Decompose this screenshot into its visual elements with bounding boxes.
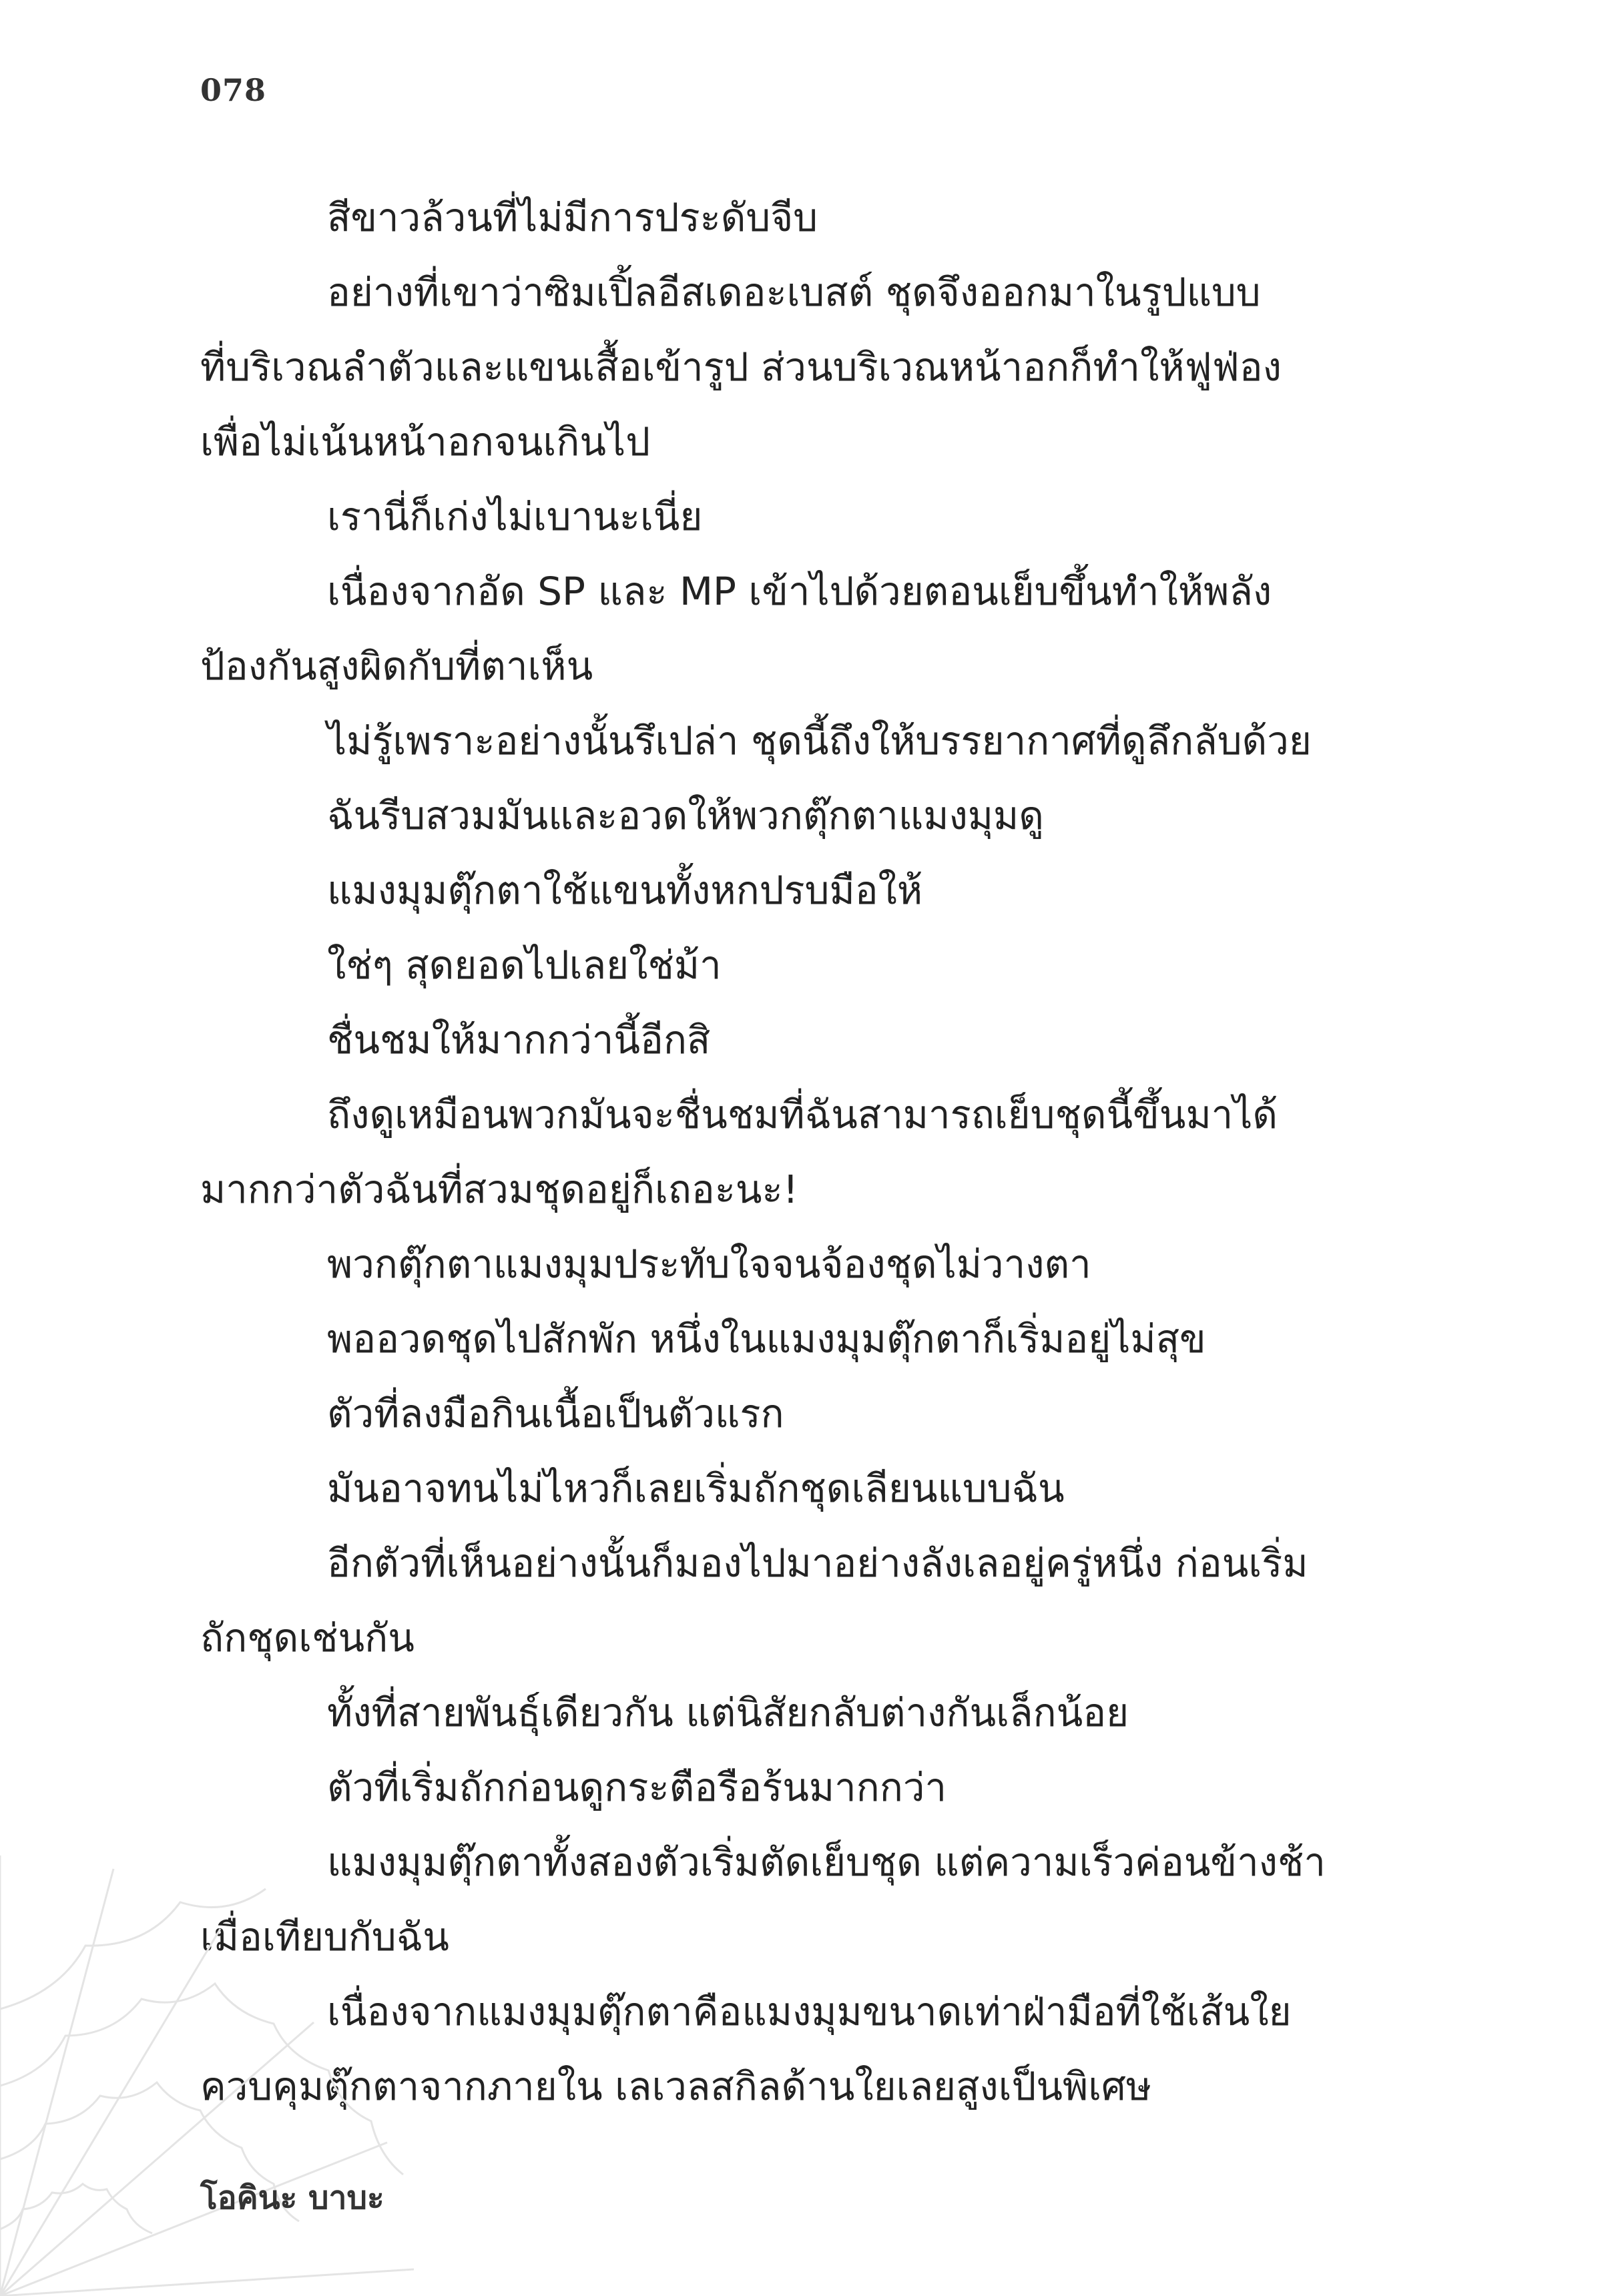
text-line: เมื่อเทียบกับฉัน: [200, 1914, 449, 1960]
text-line: อย่างที่เขาว่าซิมเปิ้ลอีสเดอะเบสต์ ชุดจึงออกมาในรูปแบบ: [327, 270, 1261, 315]
text-line: พวกตุ๊กตาแมงมุมประทับใจจนจ้องชุดไม่วางตา: [327, 1241, 1091, 1287]
text-line: มากกว่าตัวฉันที่สวมชุดอยู่ก็เถอะนะ!: [200, 1167, 798, 1212]
text-line: ถึงดูเหมือนพวกมันจะชื่นชมที่ฉันสามารถเย็บชุดนี้ขึ้นมาได้: [327, 1092, 1278, 1137]
body-text: [200, 180, 1402, 2124]
text-line: พออวดชุดไปสักพัก หนึ่งในแมงมุมตุ๊กตาก็เริ่มอยู่ไม่สุข: [327, 1316, 1206, 1362]
text-line: เรานี่ก็เก่งไม่เบานะเนี่ย: [327, 494, 703, 539]
text-line: มันอาจทนไม่ไหวก็เลยเริ่มถักชุดเลียนแบบฉัน: [327, 1466, 1065, 1511]
text-line: ที่บริเวณลำตัวและแขนเสื้อเข้ารูป ส่วนบริเวณหน้าอกก็ทำให้ฟูฟ่อง: [200, 344, 1282, 390]
spider-web-icon: [0, 1855, 414, 2296]
text-line: อีกตัวที่เห็นอย่างนั้นก็มองไปมาอย่างลังเลอยู่ครู่หนึ่ง ก่อนเริ่ม: [327, 1540, 1308, 1586]
text-line: เพื่อไม่เน้นหน้าอกจนเกินไป: [200, 419, 651, 465]
text-line: ไม่รู้เพราะอย่างนั้นรึเปล่า ชุดนี้ถึงให้บรรยากาศที่ดูลึกลับด้วย: [327, 718, 1312, 764]
text-line: ตัวที่เริ่มถักก่อนดูกระตือรือร้นมากกว่า: [327, 1765, 947, 1810]
author-name: โอคินะ บาบะ: [200, 2179, 384, 2217]
text-line: เนื่องจากแมงมุมตุ๊กตาคือแมงมุมขนาดเท่าฝ่ามือที่ใช้เส้นใย: [327, 1989, 1292, 2034]
text-line: ควบคุมตุ๊กตาจากภายใน เลเวลสกิลด้านใยเลยสูงเป็นพิเศษ: [200, 2064, 1152, 2109]
text-line: แมงมุมตุ๊กตาใช้แขนทั้งหกปรบมือให้: [327, 868, 923, 913]
text-line: ฉันรีบสวมมันและอวดให้พวกตุ๊กตาแมงมุมดู: [327, 793, 1044, 838]
text-line: ป้องกันสูงผิดกับที่ตาเห็น: [200, 643, 593, 689]
text-line: แมงมุมตุ๊กตาทั้งสองตัวเริ่มตัดเย็บชุด แต่ความเร็วค่อนข้างช้า: [327, 1839, 1326, 1885]
text-line: ทั้งที่สายพันธุ์เดียวกัน แต่นิสัยกลับต่างกันเล็กน้อย: [327, 1690, 1129, 1735]
page-number: 078: [200, 72, 267, 108]
text-line: สีขาวล้วนที่ไม่มีการประดับจีบ: [327, 195, 818, 240]
text-line: ตัวที่ลงมือกินเนื้อเป็นตัวแรก: [327, 1391, 784, 1436]
text-line: ถักชุดเช่นกัน: [200, 1615, 415, 1661]
text-line: ใช่ๆ สุดยอดไปเลยใช่ม้า: [327, 942, 722, 988]
text-line: ชื่นชมให้มากกว่านี้อีกสิ: [327, 1017, 711, 1063]
text-line: เนื่องจากอัด SP และ MP เข้าไปด้วยตอนเย็บขึ้นทำให้พลัง: [327, 569, 1272, 614]
